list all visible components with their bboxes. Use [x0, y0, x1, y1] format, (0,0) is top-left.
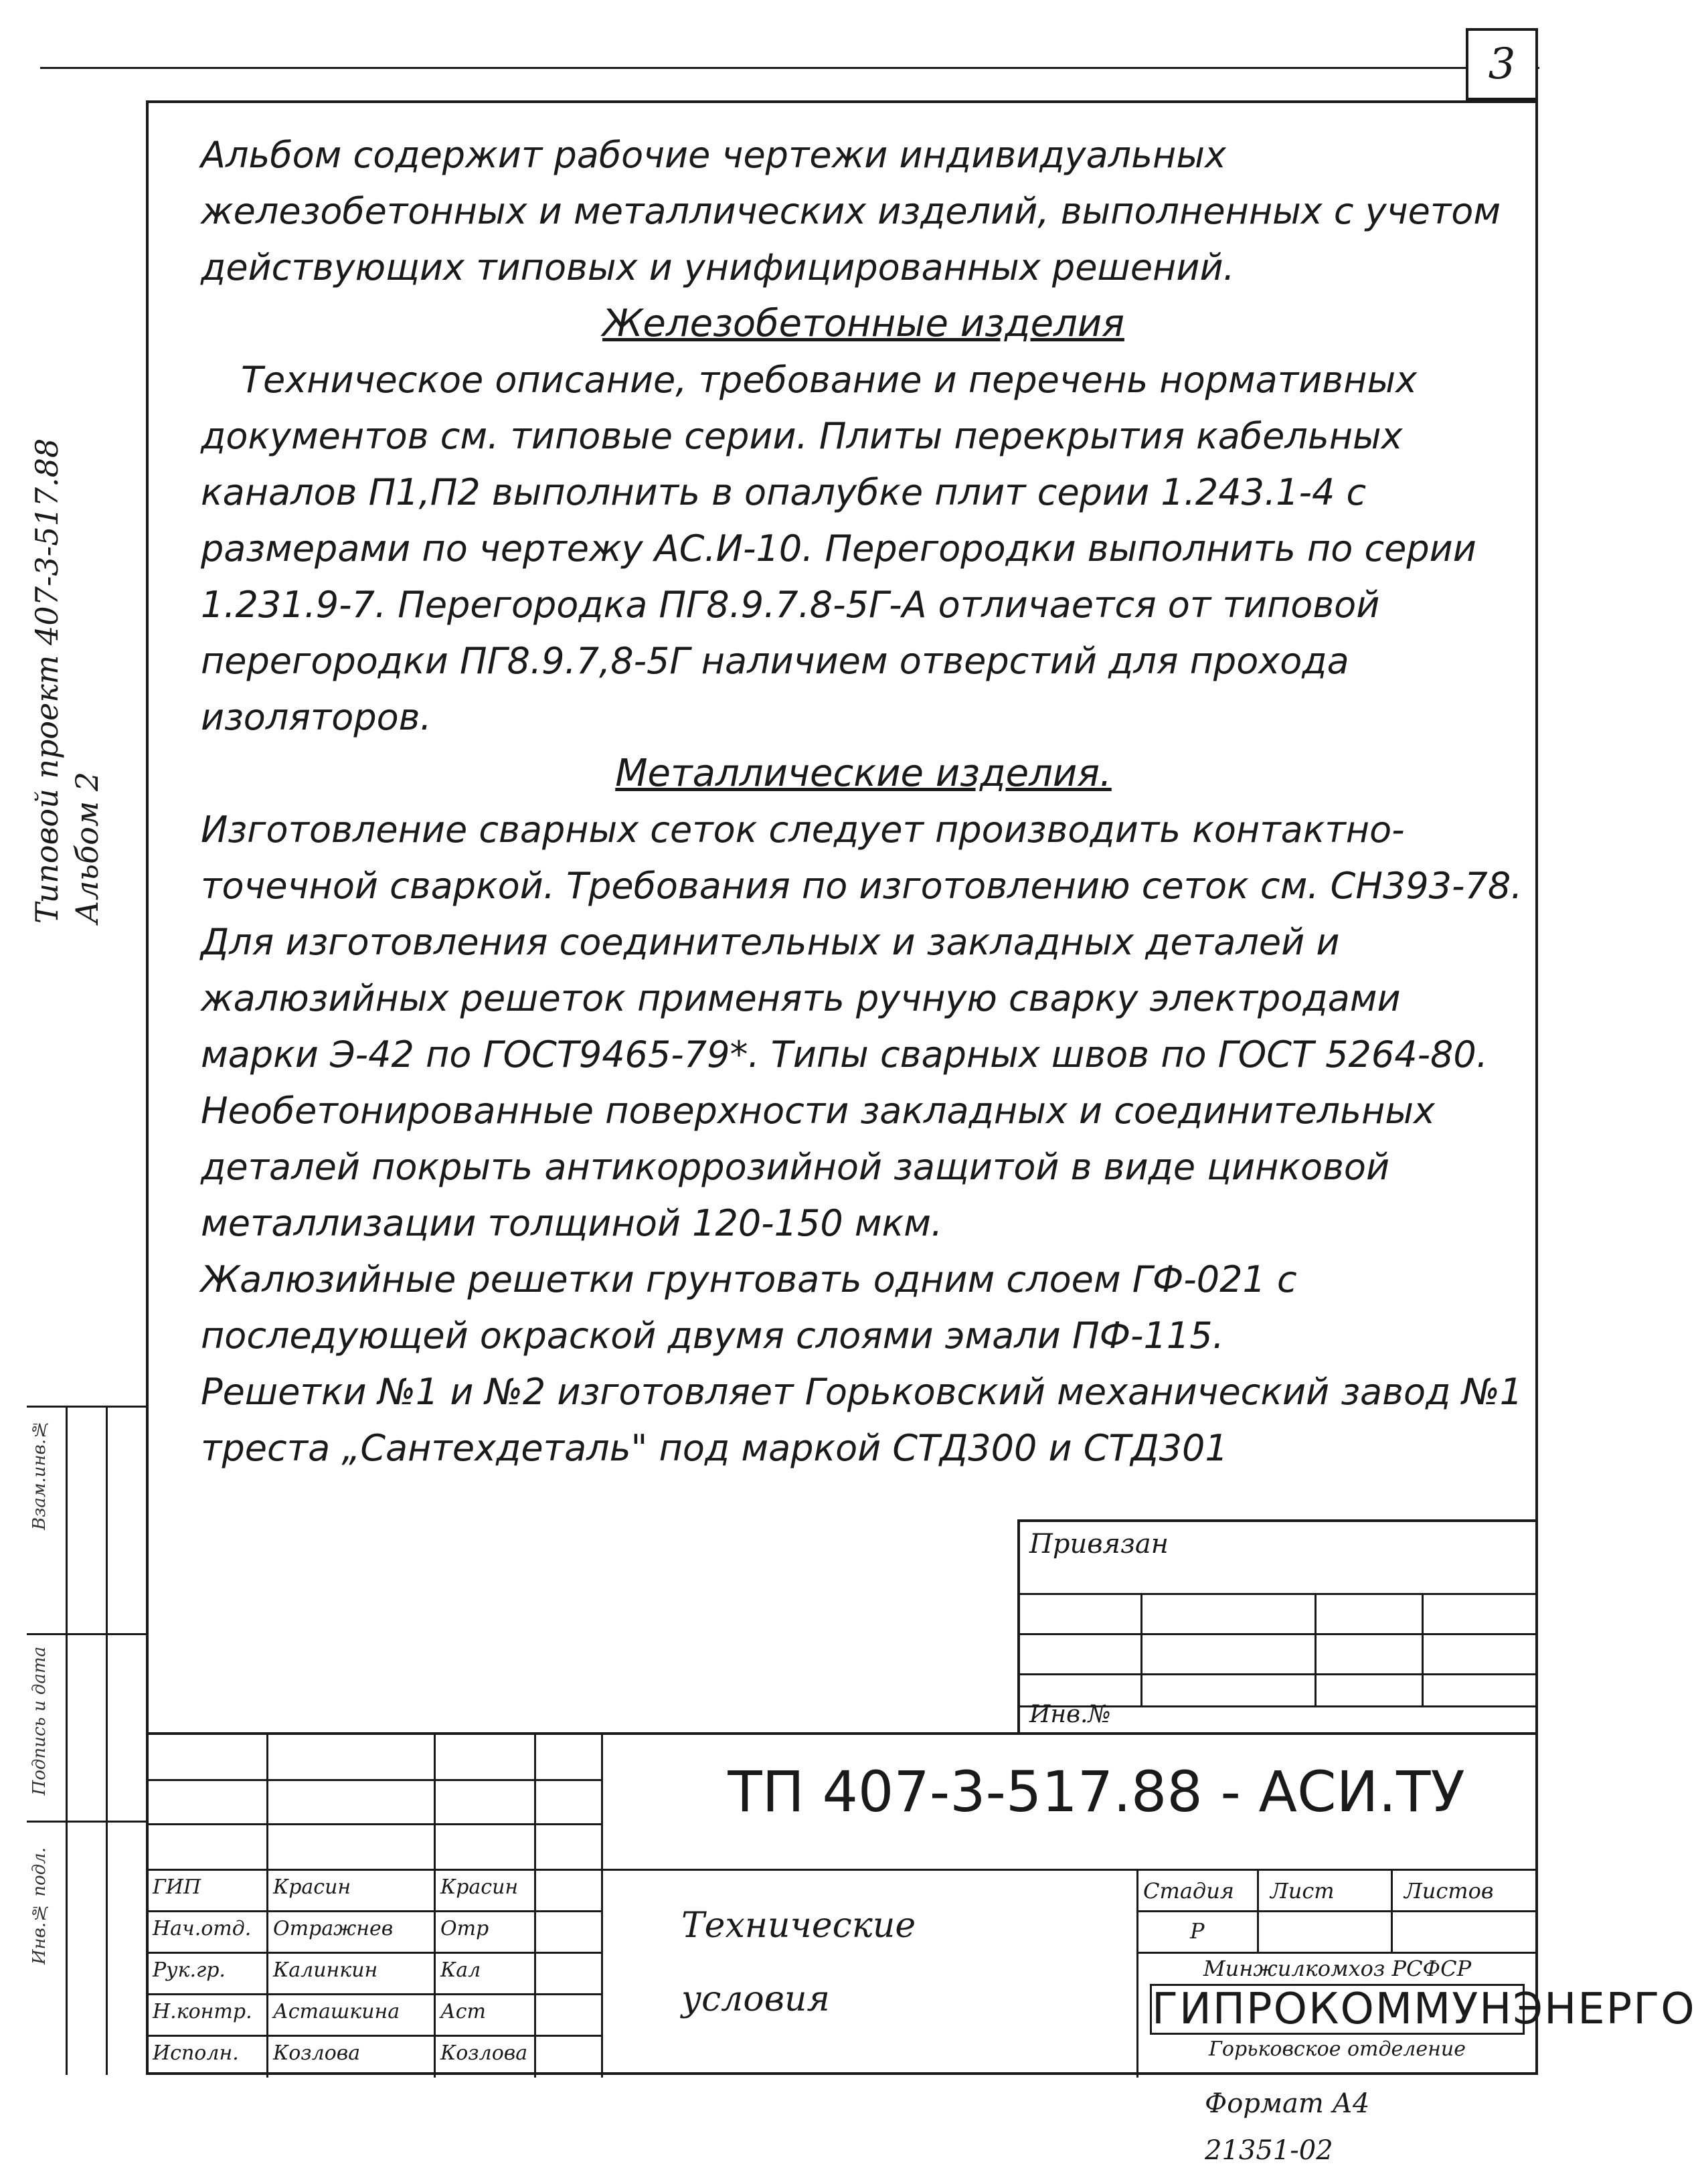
signer-signature: Козлова [440, 2041, 528, 2065]
format-label: Формат А4 [1205, 2088, 1370, 2119]
privyazan-table [1017, 1519, 1538, 1732]
side-stamp-col [66, 1406, 108, 2075]
side-project-label [27, 187, 107, 924]
organization-name: ГИПРОКОММУНЭНЕРГО [1150, 1984, 1525, 2035]
tb-rule [146, 1910, 601, 1912]
tb-rule [146, 1952, 601, 1954]
page-number: 3 [1466, 28, 1538, 100]
top-rule [40, 67, 1539, 69]
sheet-header: Лист [1270, 1878, 1335, 1904]
side-stamp-label-vzam: Взам.инв.№ [29, 1419, 50, 1530]
signer-name: Отражнев [273, 1917, 394, 1940]
organization-ministry: Минжилкомхоз РСФСР [1203, 1956, 1472, 1981]
signer-signature: Аст [440, 2000, 486, 2023]
signer-role: Нач.отд. [153, 1917, 252, 1940]
tb-rule [146, 1823, 601, 1825]
document-name-line1: Технические [681, 1906, 916, 1946]
document-name [681, 1889, 916, 2036]
tb-rule [146, 1779, 601, 1781]
signer-signature: Отр [440, 1917, 489, 1940]
copy-number: 21351-02 [1205, 2135, 1333, 2166]
tb-rule [1391, 1869, 1393, 1952]
tb-rule [601, 1735, 603, 2078]
tb-rule [1257, 1869, 1259, 1952]
tb-rule [146, 2035, 601, 2037]
title-block [146, 1732, 1696, 2075]
privyazan-inv: Инв.№ [1029, 1701, 1111, 1728]
tb-rule [534, 1735, 536, 2078]
side-stamp-rule [27, 1406, 146, 1408]
privyazan-rule [1020, 1593, 1538, 1595]
tb-rule [1136, 1952, 1538, 1954]
paragraph-painting: Жалюзийные решетки грунтовать одним слоем ГФ-021 с последующей окраской двумя слоями эмали ПФ-115. [201, 1258, 1297, 1357]
signer-role: Н.контр. [153, 2000, 252, 2023]
signer-name: Козлова [273, 2041, 361, 2065]
privyazan-col [1422, 1593, 1424, 1705]
signer-name: Калинкин [273, 1958, 378, 1982]
tb-rule [434, 1735, 436, 2078]
intro-paragraph: Альбом содержит рабочие чертежи индивидуальных железобетонных и металлических изделий, выполненных с учетом действующих типовых и унифицированных решений. [201, 134, 1501, 288]
privyazan-rule [1020, 1633, 1538, 1635]
signer-signature: Красин [440, 1875, 519, 1899]
privyazan-rule [1020, 1673, 1538, 1675]
side-project-line1: Типовой проект 407-3-517.88 [29, 438, 65, 924]
side-stamp-rule [27, 1633, 146, 1635]
tb-rule [146, 1869, 1538, 1871]
signer-name: Красин [273, 1875, 351, 1899]
organization-branch: Горьковское отделение [1209, 2037, 1466, 2061]
paragraph-manufacturer: Решетки №1 и №2 изготовляет Горьковский механический завод №1 треста „Сантехдеталь" под маркой СТД300 и СТД301 [201, 1371, 1523, 1469]
side-stamp-label-inv: Инв.№ подл. [29, 1847, 50, 1965]
tb-rule [266, 1735, 268, 2078]
side-project-line2: Альбом 2 [69, 772, 105, 924]
privyazan-col [1315, 1593, 1317, 1705]
stage-header: Стадия [1143, 1878, 1234, 1904]
signer-signature: Кал [440, 1958, 481, 1982]
heading-metal-items: Металлические изделия. [615, 752, 1112, 795]
signer-role: Исполн. [153, 2041, 239, 2065]
tb-rule [146, 1993, 601, 1995]
side-stamp-rule [27, 1821, 146, 1823]
document-code: ТП 407-3-517.88 - АСИ.ТУ [728, 1759, 1465, 1825]
paragraph-welding: Изготовление сварных сеток следует производить контактно-точечной сваркой. Требования по изготовлению сеток см. СН393-78. Для изготовления соединительных и закладных деталей и жалюзийных решеток применять ручную сварку электродами марки Э-42 по ГОСТ9465-79*. Типы сварных швов по ГОСТ 5264-80. Необетонированные поверхности закладных и соединительных деталей покрыть антикоррозийной защитой в виде цинковой металлизации толщиной 120-150 мкм. [201, 809, 1523, 1244]
side-stamp-label-sign: Подпись и дата [29, 1647, 50, 1796]
stage-value: Р [1190, 1918, 1205, 1944]
signer-role: Рук.гр. [153, 1958, 226, 1982]
side-stamp [27, 1406, 146, 2075]
document-name-line2: условия [681, 1979, 830, 2019]
privyazan-label: Привязан [1029, 1529, 1169, 1560]
tb-rule [1136, 1910, 1538, 1912]
privyazan-col [1140, 1593, 1142, 1705]
signer-role: ГИП [153, 1875, 201, 1899]
paragraph-reinforced-concrete: Техническое описание, требование и перечень нормативных документов см. типовые серии. Плиты перекрытия кабельных каналов П1,П2 выполнить в опалубке плит серии 1.243.1-4 с размерами по чертежу АС.И-10. Перегородки выполнить по серии 1.231.9-7. Перегородка ПГ8.9.7.8-5Г-А отличается от типовой перегородки ПГ8.9.7,8-5Г наличием отверстий для прохода изоляторов. [201, 359, 1476, 738]
organization-stamp [1136, 1956, 1696, 2070]
document-body [201, 127, 1526, 1477]
sheets-header: Листов [1404, 1878, 1494, 1904]
heading-reinforced-concrete: Железобетонные изделия [602, 302, 1124, 345]
signer-name: Асташкина [273, 2000, 400, 2023]
